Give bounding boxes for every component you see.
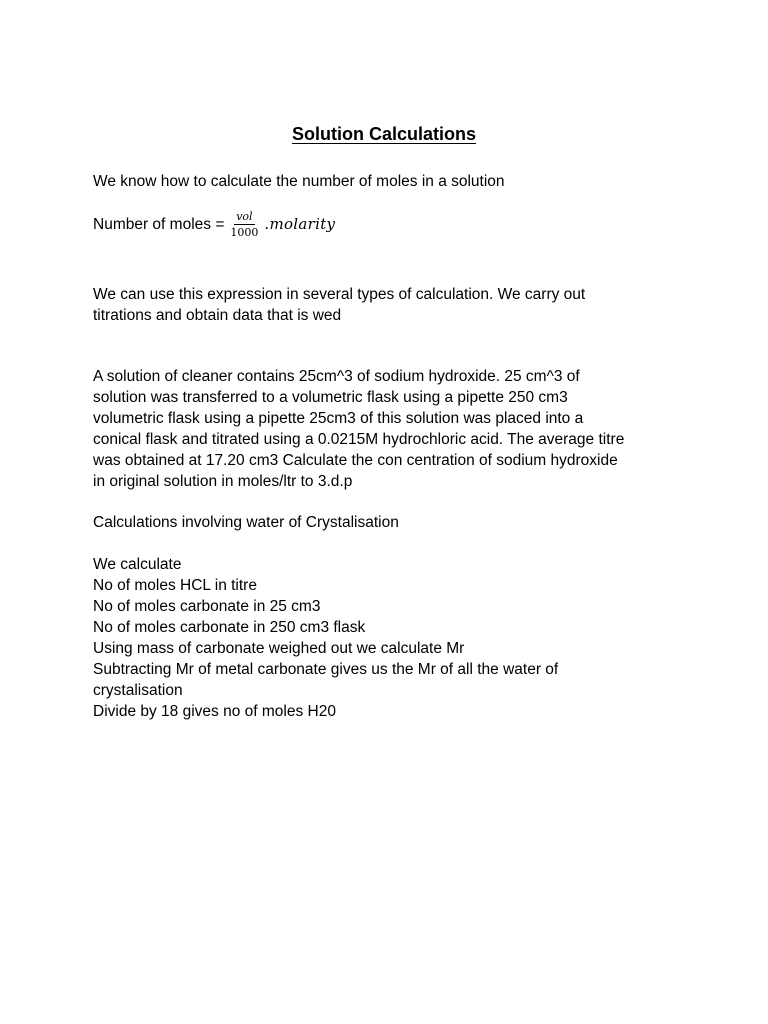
paragraph-line: A solution of cleaner contains 25cm^3 of sodium hydroxide. 25 cm^3 of <box>93 368 580 385</box>
page-title: Solution Calculations <box>291 124 476 144</box>
paragraph-line: conical flask and titrated using a 0.0215M hydrochloric acid. The average titre <box>93 431 625 448</box>
step-line: We calculate <box>93 556 182 573</box>
paragraph-line: was obtained at 17.20 cm3 Calculate the con centration of sodium hydroxide <box>93 452 618 469</box>
step-line: Divide by 18 gives no of moles H20 <box>93 703 336 720</box>
step-line: crystalisation <box>93 682 183 699</box>
step-line: No of moles HCL in titre <box>93 577 257 594</box>
step-line: Using mass of carbonate weighed out we calculate Mr <box>93 640 465 657</box>
paragraph-expression-usage <box>93 284 693 326</box>
moles-formula <box>93 210 693 239</box>
step-line: Subtracting Mr of metal carbonate gives us the Mr of all the water of <box>93 661 559 678</box>
paragraph-line: solution was transferred to a volumetric flask using a pipette 250 cm3 <box>93 389 568 406</box>
formula-term: .molarity <box>264 215 336 233</box>
paragraph-line: titrations and obtain data that is wed <box>93 307 342 324</box>
paragraph-line: We can use this expression in several types of calculation. We carry out <box>93 286 586 303</box>
formula-fraction <box>230 210 258 239</box>
paragraph-line: volumetric flask using a pipette 25cm3 of this solution was placed into a <box>93 410 584 427</box>
step-line: No of moles carbonate in 250 cm3 flask <box>93 619 366 636</box>
paragraph-line: in original solution in moles/ltr to 3.d.p <box>93 473 353 490</box>
paragraph-titration-problem <box>93 366 693 492</box>
step-line: No of moles carbonate in 25 cm3 <box>93 598 321 615</box>
intro-text: We know how to calculate the number of moles in a solution <box>93 173 505 190</box>
calculation-steps <box>93 554 693 722</box>
section-heading-crystalisation: Calculations involving water of Crystalisation <box>93 514 399 531</box>
fraction-denominator: 1000 <box>230 226 259 239</box>
fraction-numerator: vol <box>236 210 253 223</box>
formula-label: Number of moles = <box>93 216 225 233</box>
